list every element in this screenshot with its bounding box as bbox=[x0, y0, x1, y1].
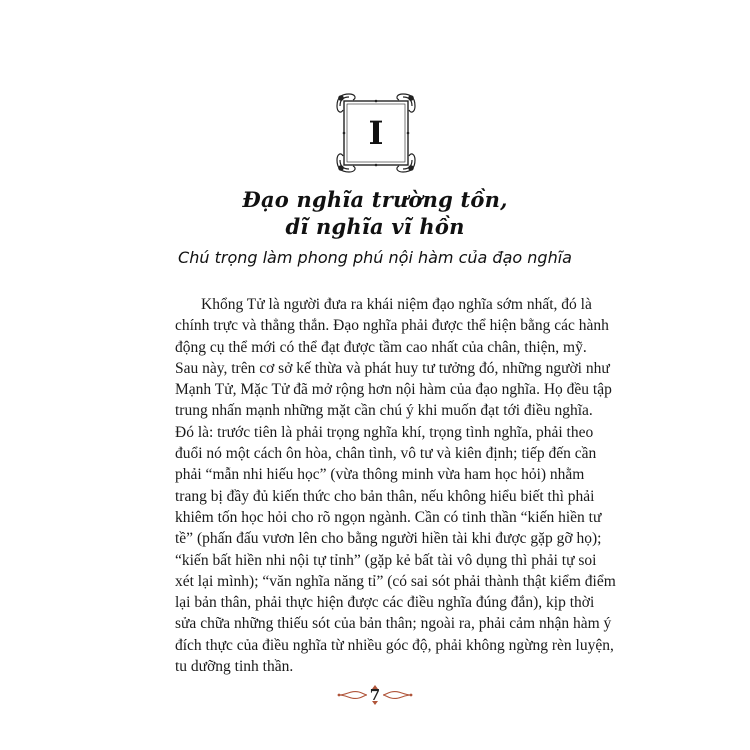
page-number: 7 bbox=[369, 686, 381, 704]
paragraph-line: Sau này, trên cơ sở kế thừa và phát huy tư tưởng đó, những người như bbox=[175, 359, 610, 377]
paragraph-line: trung nhấn mạnh những mặt cần chú ý khi muốn đạt tới điều nghĩa. bbox=[175, 402, 593, 420]
paragraph-line: động cụ thể mới có thể đạt được tầm cao nhất của chân, thiện, mỹ. bbox=[175, 338, 587, 356]
paragraph-line: chính trực và thẳng thắn. Đạo nghĩa phải được thể hiện bằng các hành bbox=[175, 317, 609, 335]
chapter-number: I bbox=[368, 114, 384, 152]
chapter-ornament-frame bbox=[335, 92, 417, 174]
chapter-title-line-2: dĩ nghĩa vĩ hồn bbox=[285, 214, 465, 239]
chapter-title-line-1: Đạo nghĩa trường tồn, bbox=[242, 187, 508, 212]
paragraph-line: xét lại mình); “văn nghĩa năng tỉ” (có sai sót phải thành thật kiểm điểm bbox=[175, 572, 616, 590]
paragraph-line: Khổng Tử là người đưa ra khái niệm đạo nghĩa sớm nhất, đó là bbox=[201, 296, 592, 313]
chapter-subtitle: Chú trọng làm phong phú nội hàm của đạo nghĩa bbox=[178, 248, 572, 267]
body-paragraph bbox=[175, 294, 616, 677]
paragraph-line: Đó là: trước tiên là phải trọng nghĩa khí, trọng tình nghĩa, phải theo bbox=[175, 423, 594, 441]
paragraph-line: trang bị đầy đủ kiến thức cho bản thân, nếu không hiểu biết thì phải bbox=[175, 487, 595, 505]
paragraph-line: đuổi nó một cách ôn hòa, chân tình, vô tư và kiên định; tiếp đến cần bbox=[175, 445, 597, 463]
page-number-ornament bbox=[335, 684, 415, 706]
paragraph-line: đích thực của điều nghĩa từ nhiều góc độ, phải không ngừng rèn luyện, bbox=[175, 636, 614, 654]
paragraph-line: “kiến bất hiền nhi nội tự tỉnh” (gặp kẻ bất tài vô dụng thì phải tự soi bbox=[175, 551, 597, 569]
paragraph-line: khiêm tốn học hỏi cho rõ ngọn ngành. Cần có tinh thần “kiến hiền tư bbox=[175, 508, 602, 526]
paragraph-line: Mạnh Tử, Mặc Tử đã mở rộng hơn nội hàm của đạo nghĩa. Họ đều tập bbox=[175, 381, 612, 399]
paragraph-line: tu dưỡng tinh thần. bbox=[175, 658, 294, 676]
paragraph-line: sửa chữa những thiếu sót của bản thân; ngoài ra, phải cảm nhận hàm ý bbox=[175, 615, 612, 633]
paragraph-line: lại bản thân, phải thực hiện được các điều nghĩa đúng đắn), kịp thời bbox=[175, 594, 595, 612]
paragraph-line: tề” (phấn đấu vươn lên cho bằng người hiền tài khi được gặp gỡ họ); bbox=[175, 530, 602, 548]
paragraph-line: phải “mẫn nhi hiếu học” (vừa thông minh vừa ham học hỏi) nhằm bbox=[175, 466, 585, 484]
